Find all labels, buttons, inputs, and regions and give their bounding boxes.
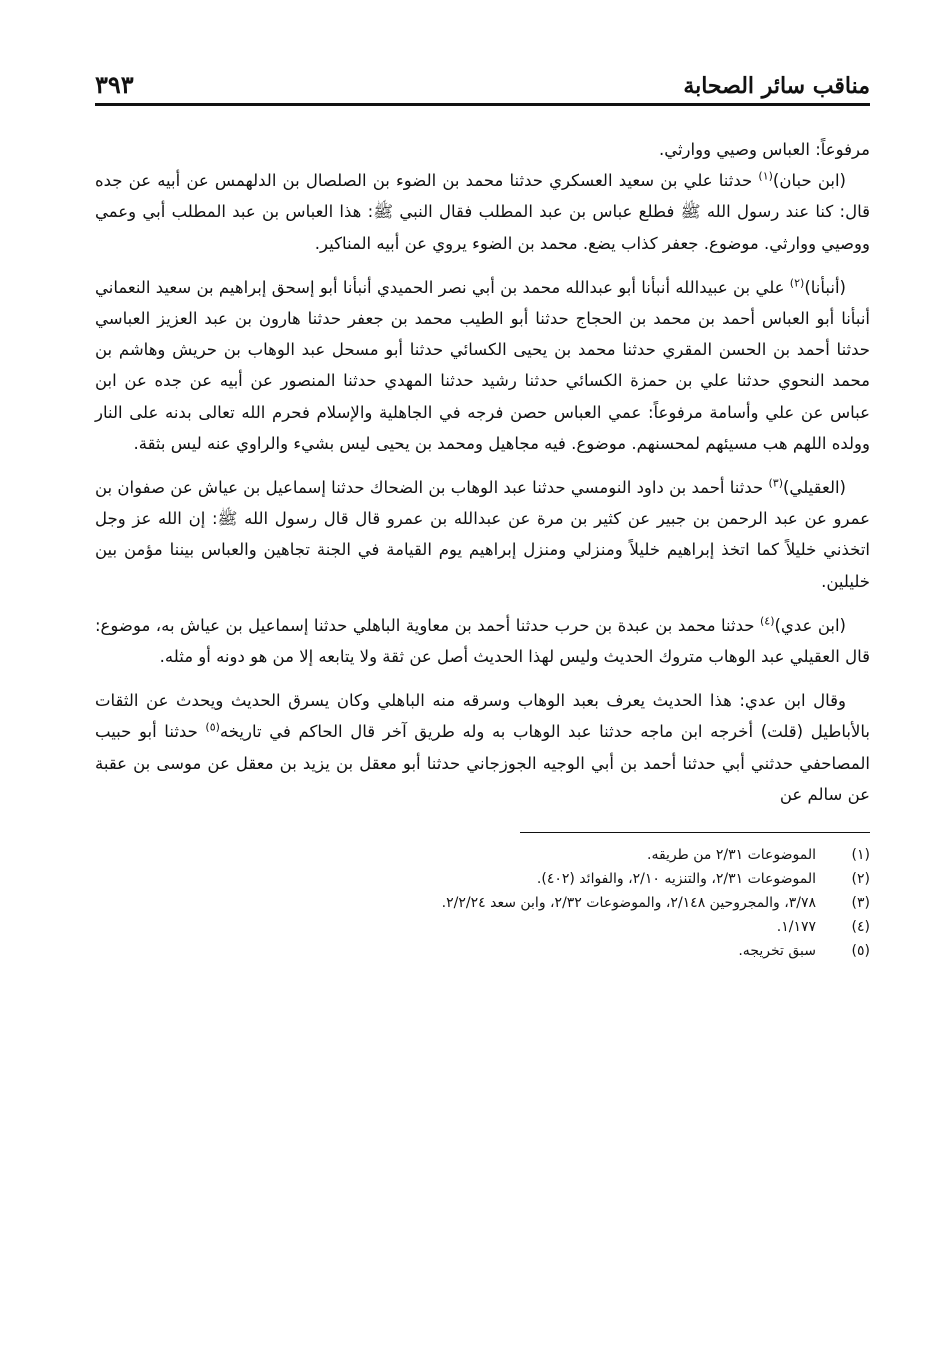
footnote-reference: (١)	[758, 169, 773, 183]
footnote-number: (٣)	[851, 895, 870, 912]
paragraph-text: حدثنا محمد بن عبدة بن حرب حدثنا أحمد بن معاوية الباهلي حدثنا إسماعيل بن عياش به، موضوع: قال العقيلي عبد الوهاب متروك الحديث وليس لهذا الحديث أصل عن ثقة ولا يتابعه إلا من هو دونه أو مثله.	[95, 615, 870, 667]
footnote-number: (١)	[851, 847, 870, 864]
footnote-text: ١/١٧٧.	[776, 919, 816, 936]
footnote	[95, 843, 870, 867]
footnote-reference: (٥)	[205, 720, 220, 734]
paragraph	[95, 685, 870, 810]
footnote-text: الموضوعات ٢/٣١، والتنزيه ٢/١٠، والفوائد (٤٠٢).	[536, 871, 816, 888]
page-header	[95, 66, 870, 106]
footnote-number: (٢)	[851, 871, 870, 888]
footnote	[95, 867, 870, 891]
footnote-text: سبق تخريجه.	[738, 943, 816, 960]
paragraph-text: وقال ابن عدي: هذا الحديث يعرف بعبد الوهاب وسرقه منه الباهلي وكان يسرق الحديث ويحدث عن الثقات بالأباطيل (قلت) أخرجه ابن ماجه حدثنا عبد الوهاب به وله طريق آخر قال الحاكم في تاريخه	[95, 691, 870, 742]
paragraph-text: (ابن عدي)	[774, 615, 846, 635]
footnote	[95, 939, 870, 963]
footnote-separator	[520, 832, 870, 833]
page-number: ٣٩٣	[95, 70, 134, 99]
footnote-reference: (٤)	[759, 614, 775, 628]
body-text	[95, 134, 870, 810]
footnotes	[95, 843, 870, 963]
book-page	[95, 66, 870, 1306]
paragraph-text: (أنبأنا)	[804, 277, 846, 297]
paragraph	[95, 472, 870, 597]
paragraph	[95, 165, 870, 259]
paragraph-text: حدثنا أبو حبيب المصاحفي حدثني أبي حدثنا أحمد بن أبي الوجيه الجوزجاني حدثنا أبو معقل بن يزيد بن معقل عن موسى بن عقبة عن سالم عن	[95, 722, 870, 804]
running-title: مناقب سائر الصحابة	[683, 73, 870, 99]
footnote	[95, 891, 870, 915]
paragraph	[95, 272, 870, 459]
paragraph-text: حدثنا علي بن سعيد العسكري حدثنا محمد بن الضوء بن الصلصال بن الدلهمس عن أبيه عن جده قال: كنا عند رسول الله ﷺ فطلع عباس بن عبد المطلب فقال النبي ﷺ: هذا العباس بن عبد المطلب أبي وعمي ووصيي ووارثي. موضوع. جعفر كذاب يضع. محمد بن الضوء يروي عن أبيه المناكير.	[95, 171, 870, 253]
footnote-reference: (٣)	[768, 476, 783, 490]
footnote	[95, 915, 870, 939]
footnote-text: الموضوعات ٢/٣١ من طريقه.	[647, 847, 816, 864]
paragraph-text: مرفوعاً: العباس وصيي ووارثي.	[658, 140, 870, 159]
paragraph-text: (العقيلي)	[783, 478, 846, 498]
footnote-number: (٥)	[851, 943, 870, 960]
paragraph-text: (ابن حبان)	[772, 171, 846, 191]
footnote-number: (٤)	[851, 919, 870, 936]
footnote-reference: (٢)	[789, 276, 805, 290]
paragraph-text: علي بن عبيدالله أنبأنا أبو عبدالله محمد بن أبي نصر الحميدي أنبأنا أبو إسحق إبراهيم بن سعيد النعماني أنبأنا أبو العباس أحمد بن محمد بن الحجاج حدثنا أبو الطيب محمد بن جعفر حدثنا هارون بن عبد العزيز العباسي حدثنا أحمد بن الحسن المقري حدثنا محمد بن يحيى الكسائي حدثنا أبو مسحل عبد الوهاب بن حريش وهاشم بن محمد النحوي حدثنا علي بن حمزة الكسائي حدثنا رشيد حدثنا المهدي حدثنا المنصور عن أبيه عن جده عن ابن عباس عن علي وأسامة مرفوعاً: عمي العباس حصن فرجه في الجاهلية والإسلام فحرم الله تعالى بدنه على النار وولده اللهم هب مسيئهم لمحسنهم. موضوع. فيه مجاهيل ومحمد بن يحيى ليس بشيء والراوي عنه ليس بثقة.	[95, 277, 870, 453]
paragraph-text: حدثنا أحمد بن داود النومسي حدثنا عبد الوهاب بن الضحاك حدثنا إسماعيل بن عياش عن صفوان بن عمرو عن عبد الرحمن بن جبير عن كثير بن مرة عن عبدالله بن عمرو قال قال رسول الله ﷺ: إن الله عز وجل اتخذني خليلاً كما اتخذ إبراهيم خليلاً ومنزلي ومنزل إبراهيم يوم القيامة في الجنة تجاهين والعباس بيننا مؤمن بين خليلين.	[95, 478, 870, 591]
footnote-text: ٣/٧٨، والمجروحين ٢/١٤٨، والموضوعات ٢/٣٢، وابن سعد ٢/٢/٢٤.	[441, 895, 816, 912]
paragraph	[95, 610, 870, 672]
paragraph	[95, 134, 870, 165]
